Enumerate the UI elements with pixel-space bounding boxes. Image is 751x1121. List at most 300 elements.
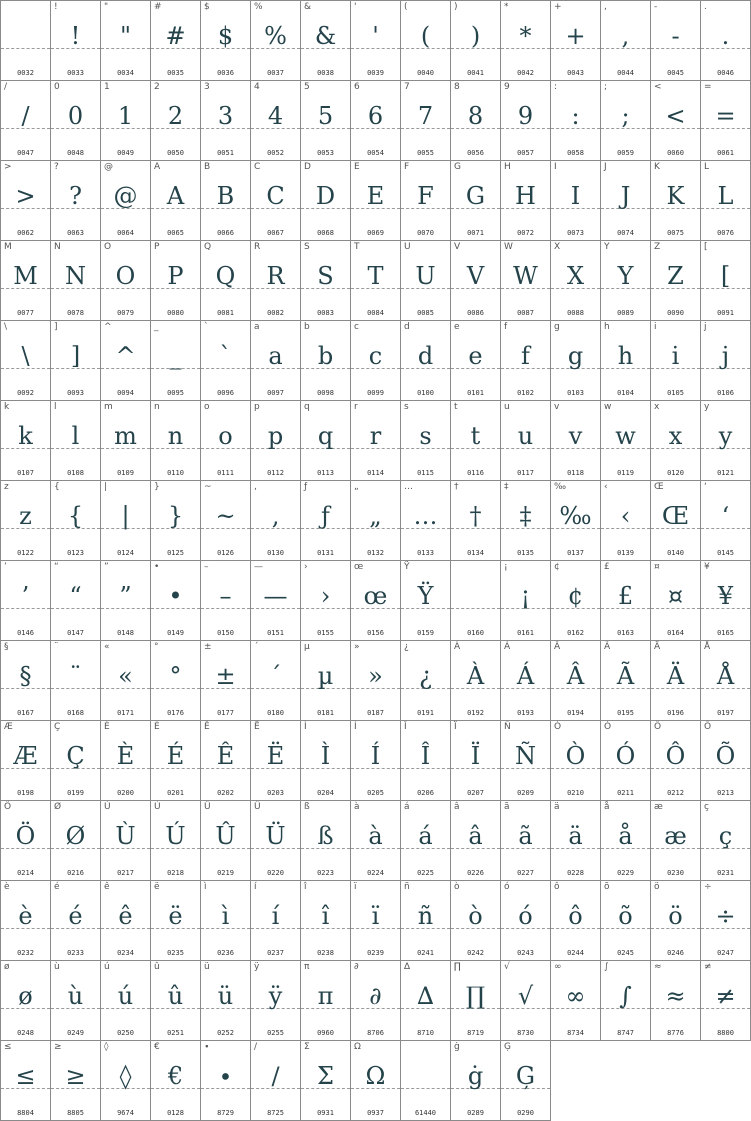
glyph-sample: ó bbox=[518, 902, 533, 930]
glyph-code: 0289 bbox=[467, 1109, 484, 1117]
glyph-cell[interactable] bbox=[501, 801, 551, 881]
glyph-cell[interactable] bbox=[351, 161, 401, 241]
glyph-sample: ë bbox=[168, 902, 183, 930]
glyph-cell[interactable] bbox=[351, 801, 401, 881]
glyph-sample: Á bbox=[516, 662, 535, 690]
glyph-cell[interactable] bbox=[651, 721, 701, 801]
glyph-cell[interactable] bbox=[451, 721, 501, 801]
glyph-cell[interactable] bbox=[151, 81, 201, 161]
glyph-cell[interactable] bbox=[501, 1, 551, 81]
glyph-cell[interactable] bbox=[351, 1041, 401, 1121]
glyph-code: 0218 bbox=[167, 869, 184, 877]
glyph-cell[interactable] bbox=[151, 481, 201, 561]
glyph-cell[interactable] bbox=[451, 1, 501, 81]
glyph-cell[interactable] bbox=[51, 801, 101, 881]
glyph-cell[interactable] bbox=[401, 161, 451, 241]
glyph-cell[interactable] bbox=[201, 641, 251, 721]
glyph-cell[interactable] bbox=[651, 1, 701, 81]
glyph-cell[interactable] bbox=[251, 561, 301, 641]
glyph-code: 0223 bbox=[317, 869, 334, 877]
glyph-cell[interactable] bbox=[351, 481, 401, 561]
glyph-cell[interactable] bbox=[51, 1, 101, 81]
glyph-label: ‡ bbox=[504, 482, 509, 492]
glyph-label: è bbox=[4, 882, 10, 892]
glyph-cell[interactable] bbox=[51, 881, 101, 961]
glyph-code: 0155 bbox=[317, 629, 334, 637]
glyph-cell[interactable] bbox=[651, 481, 701, 561]
glyph-sample: + bbox=[565, 22, 586, 50]
glyph-cell[interactable] bbox=[101, 81, 151, 161]
glyph-cell[interactable] bbox=[501, 1041, 551, 1121]
glyph-cell[interactable] bbox=[401, 321, 451, 401]
glyph-cell[interactable] bbox=[151, 641, 201, 721]
glyph-cell[interactable] bbox=[251, 161, 301, 241]
glyph-code: 0058 bbox=[567, 149, 584, 157]
glyph-cell[interactable] bbox=[501, 481, 551, 561]
glyph-cell[interactable] bbox=[301, 161, 351, 241]
glyph-cell[interactable] bbox=[601, 241, 651, 321]
glyph-cell[interactable] bbox=[351, 241, 401, 321]
glyph-sample: ‹ bbox=[620, 502, 631, 530]
glyph-cell[interactable] bbox=[301, 401, 351, 481]
glyph-cell[interactable] bbox=[451, 81, 501, 161]
glyph-sample: È bbox=[116, 742, 135, 770]
glyph-label: ¨ bbox=[54, 642, 59, 652]
glyph-cell[interactable] bbox=[101, 961, 151, 1041]
glyph-label: * bbox=[504, 2, 509, 12]
glyph-cell[interactable] bbox=[51, 641, 101, 721]
glyph-cell[interactable] bbox=[1, 641, 51, 721]
glyph-label: “ bbox=[54, 562, 59, 572]
glyph-sample: ∕ bbox=[271, 1062, 280, 1090]
glyph-label: Õ bbox=[704, 722, 712, 732]
glyph-cell[interactable] bbox=[1, 961, 51, 1041]
glyph-cell[interactable] bbox=[451, 801, 501, 881]
glyph-cell[interactable] bbox=[701, 641, 751, 721]
glyph-cell[interactable] bbox=[501, 401, 551, 481]
glyph-code: 0135 bbox=[517, 549, 534, 557]
glyph-cell[interactable] bbox=[101, 241, 151, 321]
glyph-cell[interactable] bbox=[401, 561, 451, 641]
glyph-cell[interactable] bbox=[451, 881, 501, 961]
glyph-label: $ bbox=[204, 2, 210, 12]
glyph-cell[interactable] bbox=[401, 1, 451, 81]
glyph-cell[interactable] bbox=[351, 81, 401, 161]
glyph-cell[interactable] bbox=[51, 161, 101, 241]
glyph-cell[interactable] bbox=[101, 1, 151, 81]
glyph-cell[interactable] bbox=[601, 81, 651, 161]
glyph-cell[interactable] bbox=[401, 801, 451, 881]
glyph-cell[interactable] bbox=[701, 561, 751, 641]
glyph-cell[interactable] bbox=[1, 1041, 51, 1121]
glyph-cell[interactable] bbox=[251, 481, 301, 561]
glyph-label: v bbox=[554, 402, 560, 412]
glyph-label: H bbox=[504, 162, 511, 172]
glyph-cell[interactable] bbox=[151, 801, 201, 881]
glyph-cell[interactable] bbox=[701, 881, 751, 961]
glyph-cell[interactable] bbox=[251, 721, 301, 801]
glyph-sample: ≥ bbox=[65, 1062, 86, 1090]
glyph-sample: ` bbox=[219, 342, 232, 370]
glyph-code: 0242 bbox=[467, 949, 484, 957]
glyph-cell[interactable] bbox=[551, 881, 601, 961]
glyph-cell[interactable] bbox=[151, 881, 201, 961]
glyph-cell[interactable] bbox=[1, 321, 51, 401]
glyph-cell[interactable] bbox=[51, 401, 101, 481]
glyph-cell[interactable] bbox=[601, 401, 651, 481]
glyph-cell[interactable] bbox=[301, 81, 351, 161]
glyph-cell[interactable] bbox=[301, 241, 351, 321]
glyph-cell[interactable] bbox=[351, 321, 401, 401]
glyph-cell[interactable] bbox=[251, 641, 301, 721]
glyph-label: Z bbox=[654, 242, 661, 252]
glyph-cell[interactable] bbox=[551, 481, 601, 561]
glyph-cell[interactable] bbox=[651, 881, 701, 961]
glyph-cell[interactable] bbox=[1, 481, 51, 561]
glyph-cell[interactable] bbox=[251, 1, 301, 81]
glyph-cell[interactable] bbox=[701, 481, 751, 561]
glyph-cell[interactable] bbox=[151, 321, 201, 401]
glyph-sample: ] bbox=[70, 342, 81, 370]
glyph-cell[interactable] bbox=[251, 961, 301, 1041]
glyph-cell[interactable] bbox=[151, 721, 201, 801]
glyph-cell[interactable] bbox=[1, 241, 51, 321]
glyph-sample: 7 bbox=[417, 102, 434, 130]
glyph-code: 0226 bbox=[467, 869, 484, 877]
glyph-code: 8776 bbox=[667, 1029, 684, 1037]
glyph-label: { bbox=[54, 482, 60, 492]
glyph-cell[interactable] bbox=[51, 721, 101, 801]
glyph-cell[interactable] bbox=[201, 801, 251, 881]
glyph-label: Á bbox=[504, 642, 511, 652]
glyph-sample: 8 bbox=[467, 102, 484, 130]
glyph-cell[interactable] bbox=[451, 401, 501, 481]
glyph-cell[interactable] bbox=[101, 401, 151, 481]
glyph-cell[interactable] bbox=[101, 321, 151, 401]
glyph-cell[interactable] bbox=[701, 961, 751, 1041]
glyph-cell[interactable] bbox=[201, 241, 251, 321]
glyph-cell[interactable] bbox=[251, 241, 301, 321]
glyph-cell[interactable] bbox=[551, 801, 601, 881]
glyph-cell[interactable] bbox=[651, 561, 701, 641]
glyph-cell[interactable] bbox=[601, 641, 651, 721]
glyph-cell[interactable] bbox=[251, 1041, 301, 1121]
glyph-cell[interactable] bbox=[551, 641, 601, 721]
glyph-cell[interactable] bbox=[201, 481, 251, 561]
glyph-sample: Y bbox=[617, 262, 634, 290]
glyph-code: 0051 bbox=[217, 149, 234, 157]
glyph-sample: ¡ bbox=[520, 582, 531, 610]
glyph-cell[interactable] bbox=[651, 641, 701, 721]
glyph-code: 0145 bbox=[717, 549, 734, 557]
glyph-label: Ì bbox=[304, 722, 307, 732]
glyph-cell[interactable] bbox=[551, 1, 601, 81]
glyph-sample: Ì bbox=[320, 742, 331, 770]
glyph-cell[interactable] bbox=[1, 561, 51, 641]
glyph-cell[interactable] bbox=[501, 321, 551, 401]
glyph-cell[interactable] bbox=[201, 881, 251, 961]
glyph-cell[interactable] bbox=[701, 241, 751, 321]
glyph-label: w bbox=[604, 402, 612, 412]
glyph-cell[interactable] bbox=[1, 81, 51, 161]
glyph-sample: u bbox=[517, 422, 534, 450]
glyph-cell[interactable] bbox=[401, 961, 451, 1041]
glyph-cell[interactable] bbox=[301, 321, 351, 401]
glyph-cell[interactable] bbox=[301, 961, 351, 1041]
glyph-cell[interactable] bbox=[651, 81, 701, 161]
glyph-cell[interactable] bbox=[401, 881, 451, 961]
glyph-cell[interactable] bbox=[1, 881, 51, 961]
glyph-sample: J bbox=[620, 182, 631, 210]
glyph-sample: î bbox=[321, 902, 330, 930]
glyph-cell[interactable] bbox=[251, 321, 301, 401]
glyph-sample: Ë bbox=[266, 742, 285, 770]
glyph-cell[interactable] bbox=[101, 1041, 151, 1121]
glyph-sample: À bbox=[466, 662, 485, 690]
glyph-label: Â bbox=[554, 642, 561, 652]
glyph-cell[interactable] bbox=[701, 321, 751, 401]
glyph-cell[interactable] bbox=[701, 161, 751, 241]
glyph-cell[interactable] bbox=[451, 241, 501, 321]
glyph-cell[interactable] bbox=[101, 801, 151, 881]
glyph-sample: V bbox=[466, 262, 485, 290]
glyph-cell[interactable] bbox=[201, 401, 251, 481]
glyph-sample: P bbox=[167, 262, 184, 290]
glyph-cell[interactable] bbox=[701, 81, 751, 161]
glyph-cell[interactable] bbox=[651, 161, 701, 241]
glyph-cell[interactable] bbox=[351, 881, 401, 961]
glyph-cell[interactable] bbox=[1, 801, 51, 881]
glyph-cell[interactable] bbox=[551, 321, 601, 401]
glyph-cell[interactable] bbox=[601, 1, 651, 81]
glyph-cell[interactable] bbox=[451, 161, 501, 241]
glyph-code: 0200 bbox=[117, 789, 134, 797]
glyph-cell[interactable] bbox=[551, 961, 601, 1041]
glyph-cell[interactable] bbox=[501, 161, 551, 241]
glyph-sample: ¤ bbox=[667, 582, 684, 610]
glyph-code: 0241 bbox=[417, 949, 434, 957]
glyph-cell[interactable] bbox=[151, 561, 201, 641]
glyph-cell[interactable] bbox=[451, 481, 501, 561]
glyph-sample: R bbox=[266, 262, 285, 290]
glyph-cell[interactable] bbox=[301, 641, 351, 721]
glyph-cell[interactable] bbox=[51, 1041, 101, 1121]
glyph-cell[interactable] bbox=[651, 321, 701, 401]
glyph-cell[interactable] bbox=[451, 321, 501, 401]
glyph-cell[interactable] bbox=[401, 81, 451, 161]
glyph-cell[interactable] bbox=[201, 961, 251, 1041]
glyph-cell[interactable] bbox=[551, 241, 601, 321]
glyph-cell[interactable] bbox=[101, 641, 151, 721]
glyph-cell[interactable] bbox=[651, 961, 701, 1041]
glyph-cell[interactable] bbox=[1, 161, 51, 241]
glyph-sample: y bbox=[718, 422, 733, 450]
glyph-cell[interactable] bbox=[301, 1041, 351, 1121]
glyph-cell[interactable] bbox=[601, 321, 651, 401]
glyph-cell[interactable] bbox=[401, 481, 451, 561]
glyph-cell[interactable] bbox=[501, 81, 551, 161]
glyph-sample: \ bbox=[21, 342, 30, 370]
glyph-cell[interactable] bbox=[451, 961, 501, 1041]
glyph-cell[interactable] bbox=[401, 401, 451, 481]
glyph-cell[interactable] bbox=[151, 241, 201, 321]
glyph-cell[interactable] bbox=[201, 321, 251, 401]
glyph-cell[interactable] bbox=[651, 241, 701, 321]
glyph-sample: œ bbox=[363, 582, 388, 610]
glyph-label: Ø bbox=[54, 802, 62, 812]
glyph-code: 0049 bbox=[117, 149, 134, 157]
glyph-cell[interactable] bbox=[1, 1, 51, 81]
glyph-cell[interactable] bbox=[451, 561, 501, 641]
glyph-code: 0151 bbox=[267, 629, 284, 637]
glyph-cell[interactable] bbox=[601, 801, 651, 881]
glyph-cell[interactable] bbox=[651, 401, 701, 481]
glyph-cell[interactable] bbox=[301, 481, 351, 561]
glyph-cell[interactable] bbox=[201, 561, 251, 641]
glyph-cell[interactable] bbox=[301, 721, 351, 801]
glyph-code: 0101 bbox=[467, 389, 484, 397]
glyph-cell[interactable] bbox=[401, 1041, 451, 1121]
glyph-sample: Ģ bbox=[515, 1062, 536, 1090]
glyph-cell[interactable] bbox=[601, 161, 651, 241]
glyph-code: 0106 bbox=[717, 389, 734, 397]
glyph-code: 0246 bbox=[667, 949, 684, 957]
glyph-cell[interactable] bbox=[201, 721, 251, 801]
glyph-cell[interactable] bbox=[51, 481, 101, 561]
glyph-cell[interactable] bbox=[101, 561, 151, 641]
glyph-cell[interactable] bbox=[151, 1, 201, 81]
glyph-cell[interactable] bbox=[501, 881, 551, 961]
glyph-cell[interactable] bbox=[601, 961, 651, 1041]
glyph-cell[interactable] bbox=[501, 561, 551, 641]
glyph-cell[interactable] bbox=[451, 641, 501, 721]
glyph-cell[interactable] bbox=[701, 801, 751, 881]
glyph-cell[interactable] bbox=[601, 881, 651, 961]
glyph-cell[interactable] bbox=[251, 401, 301, 481]
glyph-cell[interactable] bbox=[151, 961, 201, 1041]
glyph-cell[interactable] bbox=[351, 641, 401, 721]
glyph-cell[interactable] bbox=[101, 881, 151, 961]
glyph-label: Ò bbox=[554, 722, 562, 732]
glyph-cell[interactable] bbox=[101, 721, 151, 801]
glyph-code: 0156 bbox=[367, 629, 384, 637]
glyph-cell[interactable] bbox=[401, 721, 451, 801]
glyph-label: F bbox=[404, 162, 410, 172]
glyph-cell[interactable] bbox=[401, 641, 451, 721]
glyph-label: 5 bbox=[304, 82, 310, 92]
glyph-cell[interactable] bbox=[51, 321, 101, 401]
glyph-cell[interactable] bbox=[251, 81, 301, 161]
glyph-label: } bbox=[154, 482, 160, 492]
glyph-label: œ bbox=[354, 562, 364, 572]
glyph-code: 0231 bbox=[717, 869, 734, 877]
glyph-cell[interactable] bbox=[451, 1041, 501, 1121]
glyph-sample: b bbox=[317, 342, 334, 370]
glyph-code: 0126 bbox=[217, 549, 234, 557]
glyph-sample: E bbox=[366, 182, 385, 210]
glyph-code: 0238 bbox=[317, 949, 334, 957]
glyph-label: t bbox=[454, 402, 458, 412]
glyph-cell[interactable] bbox=[501, 961, 551, 1041]
glyph-code: 0054 bbox=[367, 149, 384, 157]
glyph-sample: Æ bbox=[13, 742, 38, 770]
glyph-cell[interactable] bbox=[551, 161, 601, 241]
glyph-cell[interactable] bbox=[601, 561, 651, 641]
glyph-label: ‘ bbox=[704, 482, 707, 492]
glyph-cell[interactable] bbox=[251, 801, 301, 881]
glyph-label: õ bbox=[604, 882, 610, 892]
glyph-cell[interactable] bbox=[551, 561, 601, 641]
glyph-cell[interactable] bbox=[351, 401, 401, 481]
glyph-cell[interactable] bbox=[701, 1, 751, 81]
glyph-cell[interactable] bbox=[351, 961, 401, 1041]
glyph-cell[interactable] bbox=[201, 81, 251, 161]
glyph-code: 0132 bbox=[367, 549, 384, 557]
glyph-cell[interactable] bbox=[301, 561, 351, 641]
glyph-code: 0039 bbox=[367, 69, 384, 77]
glyph-cell[interactable] bbox=[151, 1041, 201, 1121]
glyph-cell[interactable] bbox=[551, 81, 601, 161]
glyph-cell[interactable] bbox=[601, 481, 651, 561]
glyph-cell[interactable] bbox=[351, 1, 401, 81]
glyph-cell[interactable] bbox=[301, 881, 351, 961]
glyph-cell[interactable] bbox=[251, 881, 301, 961]
glyph-code: 0057 bbox=[517, 149, 534, 157]
glyph-cell[interactable] bbox=[501, 641, 551, 721]
glyph-cell[interactable] bbox=[101, 161, 151, 241]
glyph-cell[interactable] bbox=[651, 801, 701, 881]
glyph-code: 0034 bbox=[117, 69, 134, 77]
glyph-cell[interactable] bbox=[51, 241, 101, 321]
glyph-cell[interactable] bbox=[701, 401, 751, 481]
glyph-cell[interactable] bbox=[51, 961, 101, 1041]
glyph-label: @ bbox=[104, 162, 113, 172]
glyph-cell[interactable] bbox=[601, 721, 651, 801]
glyph-code: 8719 bbox=[467, 1029, 484, 1037]
glyph-label: Ã bbox=[604, 642, 611, 652]
glyph-cell[interactable] bbox=[551, 401, 601, 481]
glyph-label: _ bbox=[154, 322, 159, 332]
glyph-cell[interactable] bbox=[1, 721, 51, 801]
glyph-cell[interactable] bbox=[701, 721, 751, 801]
glyph-cell[interactable] bbox=[501, 241, 551, 321]
glyph-cell[interactable] bbox=[51, 561, 101, 641]
glyph-cell[interactable] bbox=[551, 721, 601, 801]
glyph-code: 0192 bbox=[467, 709, 484, 717]
glyph-cell[interactable] bbox=[201, 161, 251, 241]
glyph-label: ë bbox=[154, 882, 160, 892]
glyph-code: 0251 bbox=[167, 1029, 184, 1037]
glyph-cell[interactable] bbox=[301, 801, 351, 881]
glyph-cell[interactable] bbox=[401, 241, 451, 321]
glyph-label: & bbox=[304, 2, 312, 12]
glyph-cell[interactable] bbox=[351, 721, 401, 801]
glyph-sample: . bbox=[721, 22, 730, 50]
glyph-cell[interactable] bbox=[51, 81, 101, 161]
glyph-sample: ç bbox=[718, 822, 733, 850]
glyph-cell[interactable] bbox=[151, 401, 201, 481]
glyph-sample: é bbox=[68, 902, 83, 930]
glyph-cell[interactable] bbox=[201, 1041, 251, 1121]
glyph-cell[interactable] bbox=[201, 1, 251, 81]
glyph-cell[interactable] bbox=[101, 481, 151, 561]
glyph-cell[interactable] bbox=[1, 401, 51, 481]
glyph-cell[interactable] bbox=[351, 561, 401, 641]
glyph-cell[interactable] bbox=[151, 161, 201, 241]
glyph-cell[interactable] bbox=[301, 1, 351, 81]
glyph-cell[interactable] bbox=[501, 721, 551, 801]
glyph-label: √ bbox=[504, 962, 510, 972]
